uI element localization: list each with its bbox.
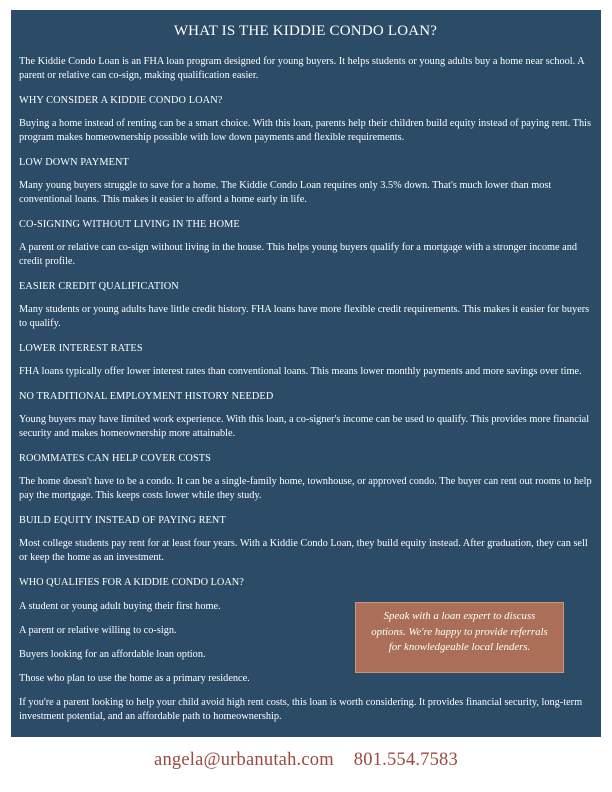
section-heading: CO-SIGNING WITHOUT LIVING IN THE HOME <box>19 219 240 230</box>
section-no-employment-history <box>19 390 592 441</box>
section-heading: WHY CONSIDER A KIDDIE CONDO LOAN? <box>19 95 223 106</box>
section-body: A parent or relative can co-sign without living in the house. This helps young buyers qualify for a mortgage with a stronger income and credit profile. <box>19 242 577 267</box>
qualifies-list <box>19 600 592 686</box>
section-easier-credit <box>19 280 592 331</box>
section-roommates <box>19 452 592 503</box>
page-title: WHAT IS THE KIDDIE CONDO LOAN? <box>173 23 438 39</box>
section-heading: EASIER CREDIT QUALIFICATION <box>19 281 179 292</box>
qualifies-heading: WHO QUALIFIES FOR A KIDDIE CONDO LOAN? <box>19 577 244 588</box>
section-heading: BUILD EQUITY INSTEAD OF PAYING RENT <box>19 515 226 526</box>
section-heading: LOW DOWN PAYMENT <box>19 157 129 168</box>
section-body: Many young buyers struggle to save for a home. The Kiddie Condo Loan requires only 3.5% down. That's much lower than most conventional loans. This makes it easier to afford a home early in life. <box>19 180 552 205</box>
section-heading: NO TRADITIONAL EMPLOYMENT HISTORY NEEDED <box>19 391 274 402</box>
section-body: Most college students pay rent for at least four years. With a Kiddie Condo Loan, they build equity instead. After graduation, they can sell or keep the home as an investment. <box>19 538 588 563</box>
section-body: Young buyers may have limited work experience. With this loan, a co-signer's income can be used to qualify. This provides more financial security and makes homeownership more attainable. <box>19 414 590 439</box>
section-low-down-payment <box>19 156 592 207</box>
section-body: FHA loans typically offer lower interest rates than conventional loans. This means lower monthly payments and more savings over time. <box>19 366 582 377</box>
qualifies-item: Those who plan to use the home as a primary residence. <box>19 673 250 684</box>
section-heading: LOWER INTEREST RATES <box>19 343 143 354</box>
info-panel <box>11 10 601 737</box>
section-body: Many students or young adults have little credit history. FHA loans have more flexible credit requirements. This makes it easier for buyers to qualify. <box>19 304 590 329</box>
qualifies-item: A student or young adult buying their first home. <box>19 601 221 612</box>
section-build-equity <box>19 514 592 565</box>
closing-paragraph: If you're a parent looking to help your child avoid high rent costs, this loan is worth considering. It provides financial security, long-term investment potential, and an affordable path to homeownership. <box>19 697 583 722</box>
section-heading: ROOMMATES CAN HELP COVER COSTS <box>19 453 211 464</box>
section-why-consider <box>19 94 592 145</box>
loan-expert-callout: Speak with a loan expert to discuss options. We're happy to provide referrals for knowledgeable local lenders. <box>355 602 564 673</box>
contact-email[interactable]: angela@urbanutah.com <box>154 750 334 770</box>
contact-footer <box>0 750 612 771</box>
intro-paragraph: The Kiddie Condo Loan is an FHA loan program designed for young buyers. It helps students or young adults buy a home near school. A parent or relative can co-sign, making qualification easier. <box>19 56 585 81</box>
section-body: Buying a home instead of renting can be a smart choice. With this loan, parents help their children build equity instead of paying rent. This program makes homeownership possible with low down payments and flexible requirements. <box>19 118 591 143</box>
section-co-signing <box>19 218 592 269</box>
qualifies-item: A parent or relative willing to co-sign. <box>19 625 177 636</box>
contact-phone[interactable]: 801.554.7583 <box>353 750 458 770</box>
section-lower-rates <box>19 342 592 379</box>
section-body: The home doesn't have to be a condo. It can be a single-family home, townhouse, or approved condo. The buyer can rent out rooms to help pay the mortgage. This keeps costs lower while they study. <box>19 476 592 501</box>
qualifies-item: Buyers looking for an affordable loan option. <box>19 649 206 660</box>
